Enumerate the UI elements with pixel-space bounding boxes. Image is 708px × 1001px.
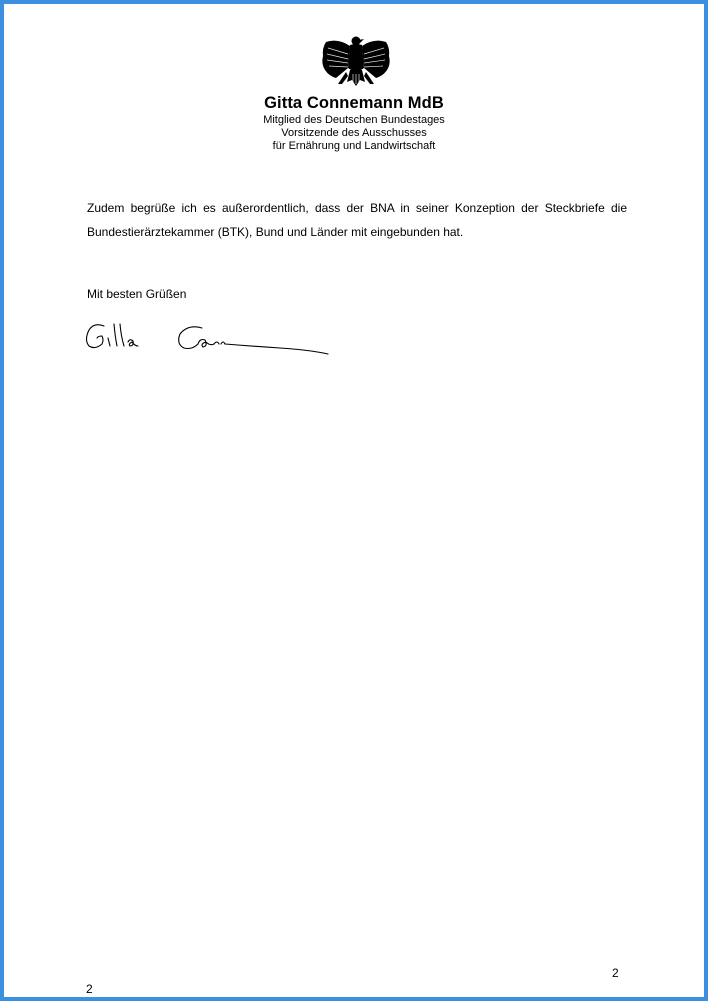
- body-paragraph: Zudem begrüße ich es außerordentlich, dass der BNA in seiner Konzeption der Steckbriefe die Bundestierärztekammer (BTK), Bund und Länder mit eingebunden hat.: [87, 201, 627, 239]
- sender-name: Gitta Connemann MdB: [264, 94, 444, 112]
- page-number: 2: [612, 966, 619, 980]
- sender-title-line-2: Vorsitzende des Ausschusses: [281, 127, 427, 139]
- handwritten-signature: [80, 316, 330, 366]
- page-number-footer: 2: [86, 982, 93, 996]
- closing-phrase: Mit besten Grüßen: [87, 287, 187, 301]
- federal-eagle-icon: [320, 34, 392, 92]
- sender-title-line-3: für Ernährung und Landwirtschaft: [272, 140, 436, 152]
- sender-title-line-1: Mitglied des Deutschen Bundestages: [263, 114, 445, 126]
- letter-page: [4, 4, 704, 997]
